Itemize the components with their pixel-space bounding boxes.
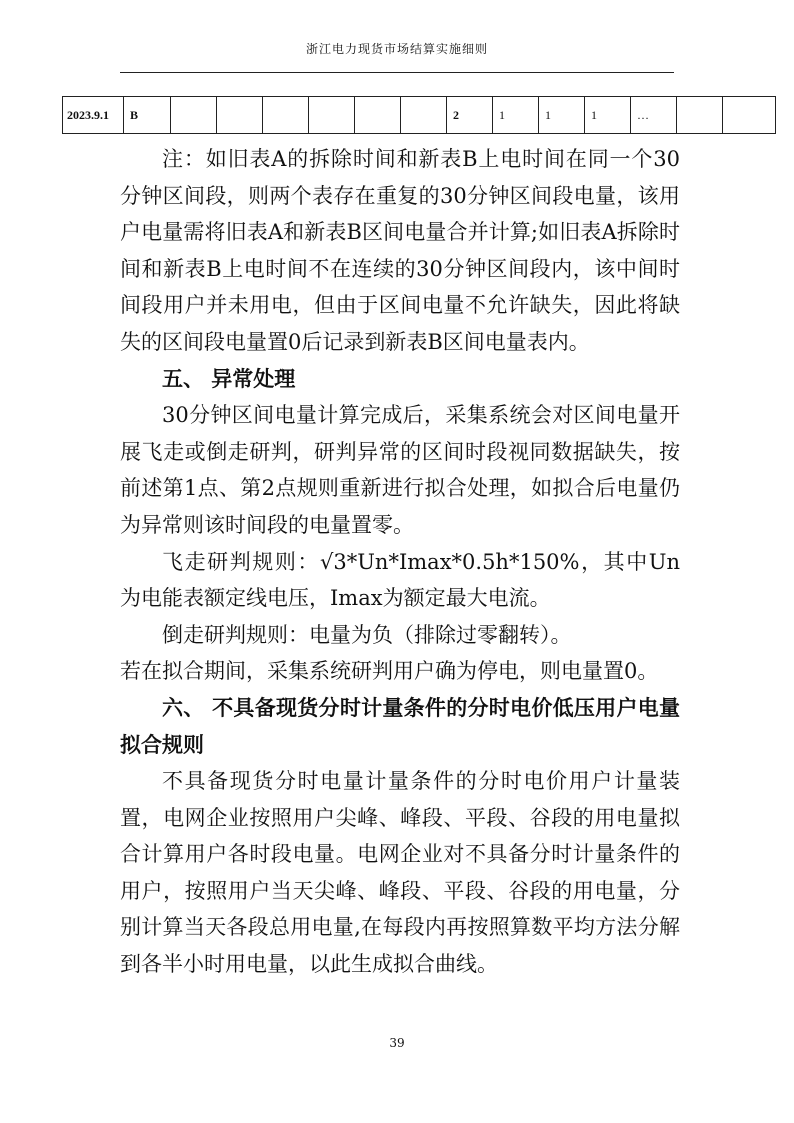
- table-row: [63, 97, 776, 134]
- table-cell: 1: [585, 97, 631, 134]
- page-number: 39: [389, 1036, 405, 1050]
- table-cell: …: [631, 97, 677, 134]
- table-cell: [355, 97, 401, 134]
- table-cell: [171, 97, 217, 134]
- section-heading-low-voltage: 六、 不具备现货分时计量条件的分时电价低压用户电量拟合规则: [120, 695, 680, 757]
- table-cell: [401, 97, 447, 134]
- table-cell-meter: B: [124, 97, 171, 134]
- body-text: [120, 141, 680, 983]
- section-heading-abnormal: 五、 异常处理: [162, 366, 296, 391]
- low-voltage-paragraph: 不具备现货分时电量计量条件的分时电价用户计量装置，电网企业按照用户尖峰、峰段、平段、谷段的用电量拟合计算用户各时段电量。电网企业对不具备分时计量条件的用户，按照用户当天尖峰、峰段、平段、谷段的用电量，分别计算当天各段总用电量,在每段内再按照算数平均方法分解到各半小时用电量，以此生成拟合曲线。: [120, 769, 680, 977]
- meter-data-table: [62, 96, 776, 134]
- table-cell: [677, 97, 723, 134]
- table-cell: 2: [447, 97, 493, 134]
- table-cell: 1: [493, 97, 539, 134]
- note-paragraph: 注：如旧表A的拆除时间和新表B上电时间在同一个30分钟区间段，则两个表存在重复的30分钟区间段电量，该用户电量需将旧表A和新表B区间电量合并计算;如旧表A拆除时间和新表B上电时间不在连续的30分钟区间段内，该中间时间段用户并未用电，但由于区间电量不允许缺失，因此将缺失的区间段电量置0后记录到新表B区间电量表内。: [120, 147, 680, 354]
- table-cell: [263, 97, 309, 134]
- table-cell: [723, 97, 776, 134]
- reverse-rule-paragraph: 倒走研判规则：电量为负（排除过零翻转）。: [162, 622, 572, 647]
- table-cell: [309, 97, 355, 134]
- header-rule: [120, 72, 674, 73]
- fly-rule-paragraph: 飞走研判规则：√3*Un*Imax*0.5h*150%，其中Un为电能表额定线电压，Imax为额定最大电流。: [120, 549, 680, 611]
- table-cell-date: 2023.9.1: [63, 97, 124, 134]
- running-header: 浙江电力现货市场结算实施细则: [305, 42, 488, 56]
- outage-paragraph: 若在拟合期间，采集系统研判用户确为停电，则电量置0。: [120, 659, 659, 684]
- table-cell: 1: [539, 97, 585, 134]
- abnormal-paragraph: 30分钟区间电量计算完成后，采集系统会对区间电量开展飞走或倒走研判，研判异常的区间时段视同数据缺失，按前述第1点、第2点规则重新进行拟合处理，如拟合后电量仍为异常则该时间段的电量置零。: [120, 403, 680, 537]
- table-cell: [217, 97, 263, 134]
